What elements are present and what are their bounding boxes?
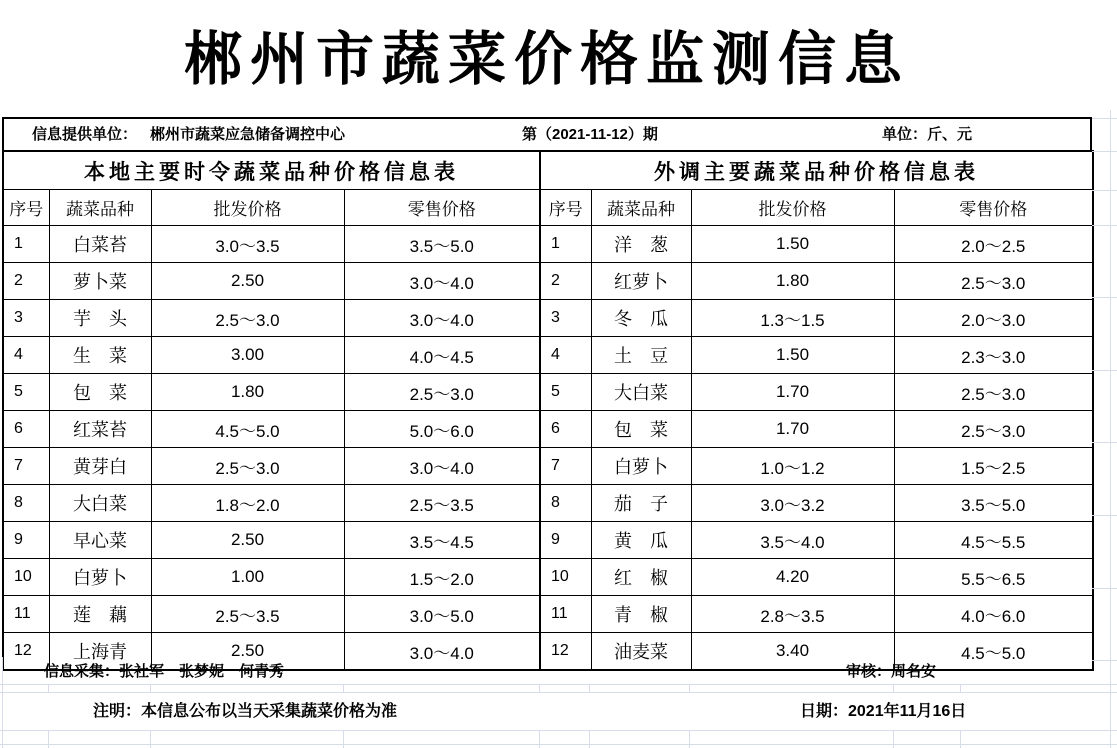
retail-price: 3.0～4.0 — [344, 633, 540, 671]
vegetable-name: 生 菜 — [49, 337, 151, 374]
table-row — [540, 448, 1093, 485]
retail-price: 2.0～3.0 — [894, 300, 1093, 337]
vegetable-name: 包 菜 — [591, 411, 691, 448]
spreadsheet-gridline — [1110, 110, 1111, 748]
column-header-row — [3, 190, 540, 226]
wholesale-price: 2.50 — [151, 263, 344, 300]
retail-price: 2.0～2.5 — [894, 226, 1093, 263]
wholesale-price: 2.8～3.5 — [691, 596, 894, 633]
table-row — [540, 522, 1093, 559]
retail-price: 4.5～5.0 — [894, 633, 1093, 671]
row-index: 7 — [540, 448, 591, 485]
table-row — [3, 337, 540, 374]
reviewer-line: 审核：周名安 — [846, 663, 937, 680]
retail-price: 2.3～3.0 — [894, 337, 1093, 374]
vegetable-name: 白萝卜 — [49, 559, 151, 596]
row-index: 7 — [3, 448, 49, 485]
spreadsheet-gridline — [48, 730, 49, 748]
wholesale-price: 1.50 — [691, 337, 894, 374]
retail-price: 4.5～5.5 — [894, 522, 1093, 559]
retail-price: 3.0～4.0 — [344, 448, 540, 485]
retail-price: 2.5～3.0 — [894, 263, 1093, 300]
spreadsheet-gridline — [150, 684, 151, 692]
spreadsheet-gridline — [1092, 515, 1117, 516]
spreadsheet-gridline — [0, 730, 1117, 731]
wholesale-price: 1.80 — [151, 374, 344, 411]
wholesale-price: 1.3～1.5 — [691, 300, 894, 337]
row-index: 3 — [540, 300, 591, 337]
table-row — [3, 485, 540, 522]
spreadsheet-gridline — [893, 730, 894, 748]
row-index: 9 — [540, 522, 591, 559]
vegetable-name: 黄 瓜 — [591, 522, 691, 559]
spreadsheet-gridline — [1092, 370, 1117, 371]
spreadsheet-gridline — [48, 684, 49, 692]
provider-label: 信息提供单位： — [32, 126, 138, 143]
spreadsheet-gridline — [150, 730, 151, 748]
unit-label: 单位：斤、元 — [882, 126, 973, 143]
vegetable-name: 红 椒 — [591, 559, 691, 596]
spreadsheet-gridline — [1092, 588, 1117, 589]
spreadsheet-gridline — [343, 684, 344, 692]
wholesale-price: 4.20 — [691, 559, 894, 596]
vegetable-name: 油麦菜 — [591, 633, 691, 671]
spreadsheet-gridline — [689, 684, 690, 692]
vegetable-name: 青 椒 — [591, 596, 691, 633]
vegetable-name: 土 豆 — [591, 337, 691, 374]
spreadsheet-gridline — [1092, 190, 1117, 191]
retail-price: 5.0～6.0 — [344, 411, 540, 448]
spreadsheet-gridline — [589, 684, 590, 692]
table-row — [540, 411, 1093, 448]
table-row — [540, 633, 1093, 671]
spreadsheet-gridline — [960, 730, 961, 748]
table-row — [3, 411, 540, 448]
row-index: 5 — [540, 374, 591, 411]
page-title: 郴州市蔬菜价格监测信息 — [183, 27, 910, 92]
col-header-retail: 零售价格 — [894, 190, 1093, 226]
row-index: 10 — [3, 559, 49, 596]
wholesale-price: 1.70 — [691, 374, 894, 411]
row-index: 4 — [540, 337, 591, 374]
table-row — [540, 337, 1093, 374]
col-header-name: 蔬菜品种 — [49, 190, 151, 226]
retail-price: 5.5～6.5 — [894, 559, 1093, 596]
table-row — [3, 300, 540, 337]
spreadsheet-gridline — [2, 657, 3, 748]
spreadsheet-gridline — [1092, 442, 1117, 443]
row-index: 3 — [3, 300, 49, 337]
vegetable-name: 萝卜菜 — [49, 263, 151, 300]
table-row — [3, 522, 540, 559]
spreadsheet-gridline — [1092, 297, 1117, 298]
wholesale-price: 4.5～5.0 — [151, 411, 344, 448]
row-index: 2 — [540, 263, 591, 300]
spreadsheet-gridline — [0, 744, 1117, 745]
table-section-title-row — [540, 151, 1093, 190]
date-line: 日期：2021年11月16日 — [800, 703, 967, 720]
wholesale-price: 2.50 — [151, 633, 344, 671]
vegetable-name: 白菜苔 — [49, 226, 151, 263]
spreadsheet-gridline — [1092, 151, 1117, 152]
row-index: 6 — [3, 411, 49, 448]
row-index: 12 — [540, 633, 591, 671]
wholesale-price: 2.5～3.0 — [151, 300, 344, 337]
row-index: 8 — [540, 485, 591, 522]
vegetable-name: 茄 子 — [591, 485, 691, 522]
table-row — [3, 263, 540, 300]
table-row — [540, 374, 1093, 411]
col-header-name: 蔬菜品种 — [591, 190, 691, 226]
table-row — [3, 448, 540, 485]
retail-price: 2.5～3.0 — [894, 374, 1093, 411]
vegetable-name: 大白菜 — [49, 485, 151, 522]
note-line: 注明：本信息公布以当天采集蔬菜价格为准 — [93, 703, 398, 720]
vegetable-name: 洋 葱 — [591, 226, 691, 263]
retail-price: 3.5～5.0 — [344, 226, 540, 263]
wholesale-price: 1.8～2.0 — [151, 485, 344, 522]
vegetable-name: 上海青 — [49, 633, 151, 671]
wholesale-price: 3.5～4.0 — [691, 522, 894, 559]
spreadsheet-gridline — [539, 684, 540, 692]
retail-price: 2.5～3.0 — [894, 411, 1093, 448]
tables-wrap — [2, 150, 1094, 671]
table-row — [3, 226, 540, 263]
retail-price: 4.0～4.5 — [344, 337, 540, 374]
local-price-table — [2, 150, 541, 671]
vegetable-name: 白萝卜 — [591, 448, 691, 485]
table-row — [540, 485, 1093, 522]
vegetable-name: 莲 藕 — [49, 596, 151, 633]
spreadsheet-gridline — [1092, 660, 1117, 661]
col-header-no: 序号 — [540, 190, 591, 226]
spreadsheet-gridline — [539, 730, 540, 748]
spreadsheet-gridline — [589, 730, 590, 748]
row-index: 12 — [3, 633, 49, 671]
table-row — [3, 559, 540, 596]
vegetable-name: 红菜苔 — [49, 411, 151, 448]
spreadsheet-gridline — [960, 684, 961, 692]
vegetable-name: 芋 头 — [49, 300, 151, 337]
wholesale-price: 3.0～3.5 — [151, 226, 344, 263]
spreadsheet-gridline — [343, 730, 344, 748]
wholesale-price: 3.00 — [151, 337, 344, 374]
retail-price: 2.5～3.0 — [344, 374, 540, 411]
wholesale-price: 1.00 — [151, 559, 344, 596]
row-index: 9 — [3, 522, 49, 559]
wholesale-price: 2.50 — [151, 522, 344, 559]
table-title: 外调主要蔬菜品种价格信息表 — [540, 151, 1093, 190]
table-row — [540, 226, 1093, 263]
row-index: 10 — [540, 559, 591, 596]
spreadsheet-gridline — [1092, 225, 1117, 226]
retail-price: 4.0～6.0 — [894, 596, 1093, 633]
table-row — [540, 596, 1093, 633]
retail-price: 3.0～4.0 — [344, 263, 540, 300]
retail-price: 3.5～4.5 — [344, 522, 540, 559]
wholesale-price: 1.80 — [691, 263, 894, 300]
vegetable-name: 冬 瓜 — [591, 300, 691, 337]
table-row — [540, 300, 1093, 337]
spreadsheet-gridline — [0, 684, 1117, 685]
wholesale-price: 2.5～3.0 — [151, 448, 344, 485]
issue-number: 第（2021-11-12）期 — [522, 126, 658, 143]
wholesale-price: 1.50 — [691, 226, 894, 263]
col-header-no: 序号 — [3, 190, 49, 226]
spreadsheet-gridline — [1092, 118, 1117, 119]
spreadsheet-gridline — [0, 692, 1117, 693]
spreadsheet-gridline — [689, 730, 690, 748]
retail-price: 3.0～4.0 — [344, 300, 540, 337]
retail-price: 3.0～5.0 — [344, 596, 540, 633]
vegetable-name: 包 菜 — [49, 374, 151, 411]
row-index: 1 — [540, 226, 591, 263]
table-row — [540, 559, 1093, 596]
row-index: 5 — [3, 374, 49, 411]
vegetable-name: 黄芽白 — [49, 448, 151, 485]
row-index: 8 — [3, 485, 49, 522]
col-header-wholesale: 批发价格 — [151, 190, 344, 226]
retail-price: 2.5～3.5 — [344, 485, 540, 522]
vegetable-name: 红萝卜 — [591, 263, 691, 300]
vegetable-name: 早心菜 — [49, 522, 151, 559]
wholesale-price: 2.5～3.5 — [151, 596, 344, 633]
wholesale-price: 1.70 — [691, 411, 894, 448]
spreadsheet-gridline — [893, 684, 894, 692]
vegetable-name: 大白菜 — [591, 374, 691, 411]
retail-price: 3.5～5.0 — [894, 485, 1093, 522]
wholesale-price: 1.0～1.2 — [691, 448, 894, 485]
col-header-wholesale: 批发价格 — [691, 190, 894, 226]
table-row — [3, 374, 540, 411]
row-index: 11 — [540, 596, 591, 633]
wholesale-price: 3.40 — [691, 633, 894, 671]
provider-value: 郴州市蔬菜应急储备调控中心 — [150, 126, 346, 143]
table-row — [540, 263, 1093, 300]
row-index: 11 — [3, 596, 49, 633]
column-header-row — [540, 190, 1093, 226]
table-row — [3, 596, 540, 633]
retail-price: 1.5～2.5 — [894, 448, 1093, 485]
wholesale-price: 3.0～3.2 — [691, 485, 894, 522]
table-section-title-row — [3, 151, 540, 190]
row-index: 4 — [3, 337, 49, 374]
collectors-line: 信息采集：张社军 张梦妮 何青秀 — [44, 663, 285, 680]
row-index: 2 — [3, 263, 49, 300]
table-title: 本地主要时令蔬菜品种价格信息表 — [3, 151, 540, 190]
imported-price-table — [539, 150, 1094, 671]
col-header-retail: 零售价格 — [344, 190, 540, 226]
row-index: 1 — [3, 226, 49, 263]
row-index: 6 — [540, 411, 591, 448]
info-bar — [2, 117, 1092, 150]
retail-price: 1.5～2.0 — [344, 559, 540, 596]
